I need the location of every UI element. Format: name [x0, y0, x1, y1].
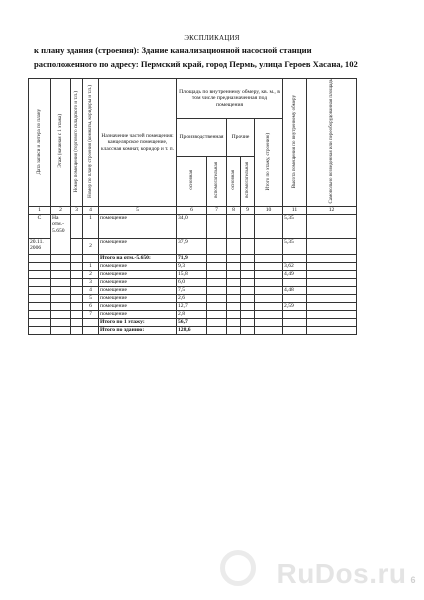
- col-room-header: Номер помещения (торгового складского и т.п.): [73, 90, 79, 192]
- table-row: 20.11. 2006 2 помещение 37,9 5,35: [29, 238, 357, 254]
- production-header: Производственная: [177, 119, 227, 157]
- table-row: 5 помещение 2,6: [29, 294, 357, 302]
- subtotal-row: Итого на отм.-5.650: 71,9: [29, 254, 357, 262]
- other-main-header: основная: [230, 170, 236, 190]
- col-unauthorized-header: Самовольно возведенная или переоборудованная площадь: [328, 79, 334, 204]
- prod-aux-header: вспомогательная: [213, 162, 219, 199]
- other-aux-header: вспомогательная: [244, 162, 250, 199]
- col-date-header: Дата записи и литера по плану: [36, 108, 42, 174]
- col-purpose-header: Назначение частей помещения: канцелярское помещение, классная комнат, коридор и т. п.: [99, 79, 177, 207]
- area-group-header: Площадь по внутреннему обмеру, кв. м., в том числе предназначенная под помещения: [177, 79, 283, 119]
- table-row: 7 помещение 2,8: [29, 310, 357, 318]
- other-header: Прочие: [227, 119, 255, 157]
- table-row: С На отм.- 5.650 1 помещение 34,0 5,35: [29, 214, 357, 238]
- table-row: 4 помещение 7,5 4,48: [29, 286, 357, 294]
- column-numbers-row: 1 2 3 4 5 6 7 8 9 10 11 12: [29, 206, 357, 214]
- table-row: 6 помещение 12,7 2,59: [29, 302, 357, 310]
- total-row: Итого по зданию: 128,6: [29, 326, 357, 334]
- subtotal-row: Итого по 1 этажу: 56,7: [29, 318, 357, 326]
- doc-address-line: расположенного по адресу: Пермский край, город Пермь, улица Героев Хасана, 102: [34, 59, 358, 69]
- watermark-logo-icon: [220, 550, 256, 586]
- col-height-header: Высота помещения по внутреннему обмеру: [291, 94, 297, 188]
- col-plan-no-header: Номер по плану строения (комнаты, коридоры и т.п.): [87, 84, 93, 198]
- prod-main-header: основная: [188, 170, 194, 190]
- doc-title: ЭКСПЛИКАЦИЯ: [184, 34, 240, 42]
- watermark: RuDos.ru 6: [276, 558, 416, 589]
- table-row: 1 помещение 9,3 3,62: [29, 262, 357, 270]
- table-row: 2 помещение 15,8 4,49: [29, 270, 357, 278]
- doc-subject-line: к плану здания (строения): Здание канализационной насосной станции: [34, 45, 312, 55]
- table-row: 3 помещение 6,0: [29, 278, 357, 286]
- col-total-header: Итого по этажу, строению): [265, 132, 271, 190]
- explication-table: [28, 78, 357, 335]
- col-floor-header: Этаж (начиная с 1 этажа): [57, 114, 63, 169]
